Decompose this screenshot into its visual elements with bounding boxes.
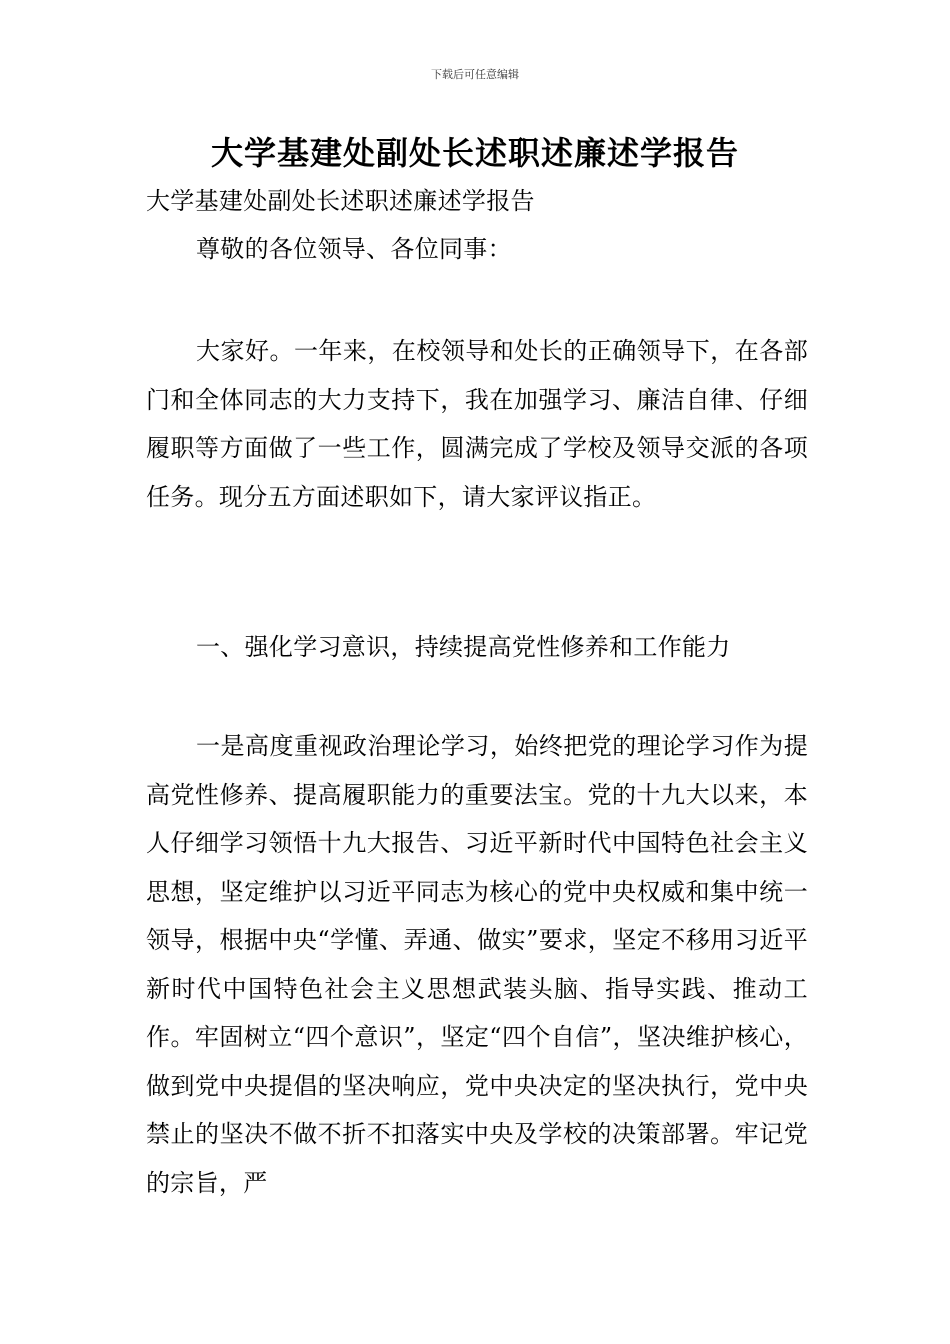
document-subtitle: 大学基建处副处长述职述廉述学报告 xyxy=(146,187,535,215)
section-heading-1: 一、强化学习意识，持续提高党性修养和工作能力 xyxy=(196,633,731,661)
paragraph-study: 一是高度重视政治理论学习，始终把党的理论学习作为提高党性修养、提高履职能力的重要法宝。党的十九大以来，本人仔细学习领悟十九大报告、习近平新时代中国特色社会主义思想，坚定维护以习近平同志为核心的党中央权威和集中统一领导，根据中央“学懂、弄通、做实”要求，坚定不移用习近平新时代中国特色社会主义思想武装头脑、指导实践、推动工作。牢固树立“四个意识”，坚定“四个自信”，坚决维护核心，做到党中央提倡的坚决响应，党中央决定的坚决执行，党中央禁止的坚决不做不折不扣落实中央及学校的决策部署。牢记党的宗旨，严 xyxy=(146,732,808,1197)
greeting: 尊敬的各位领导、各位同事： xyxy=(196,235,512,263)
paragraph-intro: 大家好。一年来，在校领导和处长的正确领导下，在各部门和全体同志的大力支持下，我在加强学习、廉洁自律、仔细履职等方面做了一些工作，圆满完成了学校及领导交派的各项任务。现分五方面述职如下，请大家评议指正。 xyxy=(146,337,808,511)
header-note: 下载后可任意编辑 xyxy=(431,68,519,81)
document-title: 大学基建处副处长述职述廉述学报告 xyxy=(210,134,739,172)
